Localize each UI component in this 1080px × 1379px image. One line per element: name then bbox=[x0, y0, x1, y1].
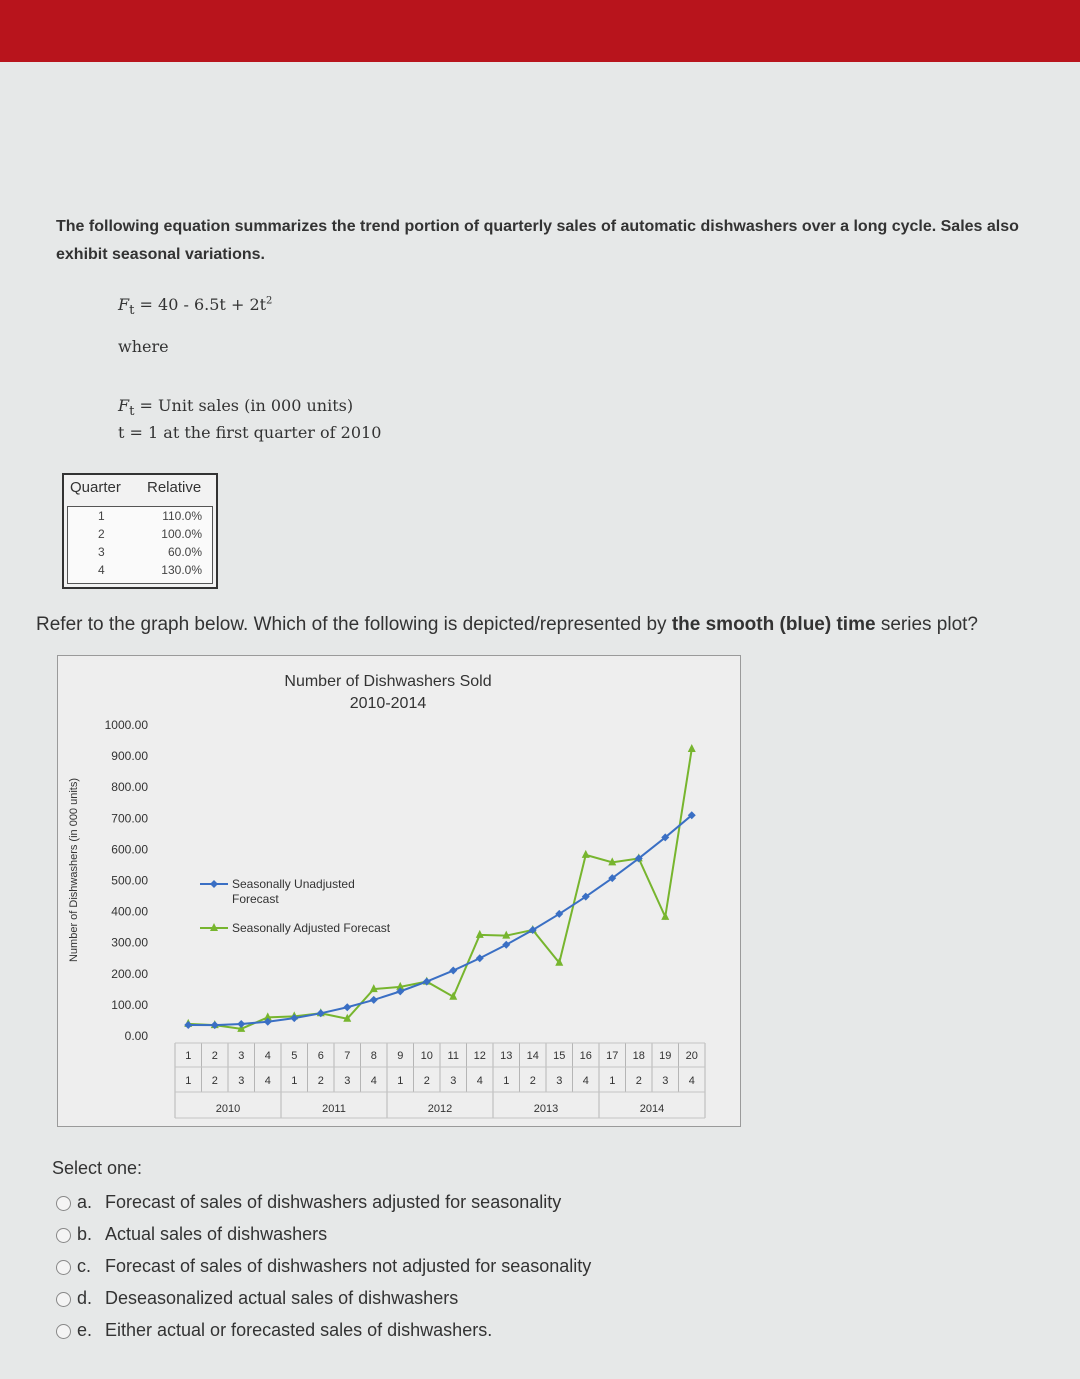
x-quarter-tick-label: 2 bbox=[423, 1075, 430, 1087]
x-period-tick-label: 1 bbox=[185, 1050, 192, 1062]
relative-cell: 100.0% bbox=[161, 527, 202, 541]
x-period-tick-label: 16 bbox=[579, 1050, 592, 1062]
quarter-cell: 1 bbox=[98, 509, 105, 523]
x-period-tick-label: 15 bbox=[553, 1050, 566, 1062]
x-period-tick-label: 8 bbox=[370, 1050, 377, 1062]
option-d[interactable]: d. Deseasonalized actual sales of dishwashers bbox=[56, 1288, 458, 1309]
y-tick-label: 600.00 bbox=[111, 842, 148, 857]
x-period-tick-label: 5 bbox=[291, 1050, 298, 1062]
top-header-bar bbox=[0, 0, 1080, 62]
y-tick-label: 1000.00 bbox=[104, 718, 148, 732]
relative-cell: 130.0% bbox=[161, 563, 202, 577]
option-c-radio[interactable] bbox=[56, 1260, 71, 1275]
x-period-tick-label: 19 bbox=[659, 1050, 672, 1062]
definition-ft: $F_t$ = Unit sales (in 000 units) bbox=[118, 396, 354, 420]
option-b-radio[interactable] bbox=[56, 1228, 71, 1243]
x-quarter-tick-label: 4 bbox=[688, 1075, 695, 1087]
y-tick-label: 0.00 bbox=[124, 1029, 148, 1043]
x-quarter-tick-label: 2 bbox=[317, 1075, 324, 1087]
x-quarter-tick-label: 1 bbox=[609, 1075, 616, 1087]
column-header-relative: Relative bbox=[147, 479, 202, 496]
option-a[interactable]: a. Forecast of sales of dishwashers adjusted for seasonality bbox=[56, 1192, 561, 1213]
legend-label: Seasonally Adjusted Forecast bbox=[232, 921, 391, 935]
option-e-radio[interactable] bbox=[56, 1324, 71, 1339]
quarter-cell: 3 bbox=[98, 545, 105, 559]
where-label: where bbox=[118, 337, 169, 356]
table-row bbox=[68, 509, 212, 528]
x-year-tick-label: 2012 bbox=[427, 1103, 453, 1115]
table-row bbox=[68, 545, 212, 564]
y-tick-label: 800.00 bbox=[111, 780, 148, 795]
x-period-tick-label: 6 bbox=[317, 1050, 324, 1062]
x-period-tick-label: 18 bbox=[632, 1050, 645, 1062]
x-quarter-tick-label: 4 bbox=[582, 1075, 589, 1087]
x-year-tick-label: 2011 bbox=[322, 1103, 346, 1115]
option-d-radio[interactable] bbox=[56, 1292, 71, 1307]
x-period-tick-label: 10 bbox=[420, 1050, 433, 1062]
select-one-label: Select one: bbox=[52, 1158, 143, 1178]
chart-question-prompt: Refer to the graph below. Which of the following is depicted/represented by the smooth (blue) time series plot? bbox=[36, 614, 979, 635]
definition-t: t = 1 at the first quarter of 2010 bbox=[118, 423, 382, 442]
x-period-tick-label: 3 bbox=[238, 1050, 245, 1062]
option-c[interactable]: c. Forecast of sales of dishwashers not adjusted for seasonality bbox=[56, 1256, 591, 1277]
x-quarter-tick-label: 3 bbox=[662, 1075, 669, 1087]
x-period-tick-label: 4 bbox=[264, 1050, 271, 1062]
chart-title: Number of Dishwashers Sold 2010-2014 bbox=[284, 673, 492, 712]
x-quarter-tick-label: 4 bbox=[476, 1075, 483, 1087]
x-period-tick-label: 17 bbox=[606, 1050, 619, 1062]
x-quarter-tick-label: 2 bbox=[635, 1075, 642, 1087]
x-quarter-tick-label: 3 bbox=[238, 1075, 245, 1087]
trend-equation: $F_t = 40 - 6.5t + 2t^2$ bbox=[118, 295, 273, 319]
y-tick-label: 400.00 bbox=[111, 904, 148, 919]
x-period-tick-label: 7 bbox=[344, 1050, 351, 1062]
column-header-quarter: Quarter bbox=[70, 479, 121, 496]
x-period-tick-label: 20 bbox=[685, 1050, 698, 1062]
y-tick-label: 200.00 bbox=[111, 966, 148, 981]
x-quarter-tick-label: 4 bbox=[264, 1075, 271, 1087]
x-period-tick-label: 12 bbox=[473, 1050, 486, 1062]
table-row bbox=[68, 563, 212, 582]
x-quarter-tick-label: 3 bbox=[556, 1075, 563, 1087]
x-period-tick-label: 11 bbox=[447, 1050, 459, 1062]
x-period-tick-label: 9 bbox=[397, 1050, 404, 1062]
x-quarter-tick-label: 1 bbox=[397, 1075, 404, 1087]
option-a-radio[interactable] bbox=[56, 1196, 71, 1211]
option-b[interactable]: b. Actual sales of dishwashers bbox=[56, 1224, 327, 1245]
quarter-cell: 4 bbox=[98, 563, 105, 577]
x-quarter-tick-label: 1 bbox=[503, 1075, 510, 1087]
legend-label: Seasonally Unadjusted Forecast bbox=[232, 877, 355, 906]
y-tick-label: 300.00 bbox=[111, 935, 148, 950]
y-tick-label: 100.00 bbox=[111, 997, 148, 1012]
y-tick-label: 500.00 bbox=[111, 873, 148, 888]
question-text: The following equation summarizes the trend portion of quarterly sales of automatic dishwashers over a long cycle. Sales also exhibit seasonal variations. bbox=[56, 218, 1019, 263]
x-quarter-tick-label: 2 bbox=[211, 1075, 218, 1087]
x-year-tick-label: 2010 bbox=[215, 1103, 241, 1115]
option-e[interactable]: e. Either actual or forecasted sales of dishwashers. bbox=[56, 1320, 492, 1341]
y-tick-label: 900.00 bbox=[111, 749, 148, 764]
x-quarter-tick-label: 4 bbox=[370, 1075, 377, 1087]
relative-cell: 110.0% bbox=[162, 509, 202, 523]
table-body bbox=[67, 506, 213, 584]
relative-cell: 60.0% bbox=[167, 545, 202, 559]
seasonal-relatives-table bbox=[62, 473, 218, 589]
chart-frame bbox=[57, 655, 741, 1127]
x-quarter-tick-label: 2 bbox=[529, 1075, 536, 1087]
y-axis-title: Number of Dishwashers (in 000 units) bbox=[68, 777, 80, 963]
x-period-tick-label: 2 bbox=[211, 1050, 218, 1062]
quarter-cell: 2 bbox=[98, 527, 105, 541]
x-period-tick-label: 14 bbox=[526, 1050, 539, 1062]
y-tick-label: 700.00 bbox=[111, 811, 148, 826]
x-quarter-tick-label: 1 bbox=[185, 1075, 192, 1087]
x-period-tick-label: 13 bbox=[500, 1050, 513, 1062]
table-row bbox=[68, 527, 212, 546]
x-year-tick-label: 2014 bbox=[639, 1103, 665, 1115]
x-year-tick-label: 2013 bbox=[533, 1103, 559, 1115]
x-quarter-tick-label: 1 bbox=[291, 1075, 298, 1087]
x-quarter-tick-label: 3 bbox=[450, 1075, 457, 1087]
x-quarter-tick-label: 3 bbox=[344, 1075, 351, 1087]
